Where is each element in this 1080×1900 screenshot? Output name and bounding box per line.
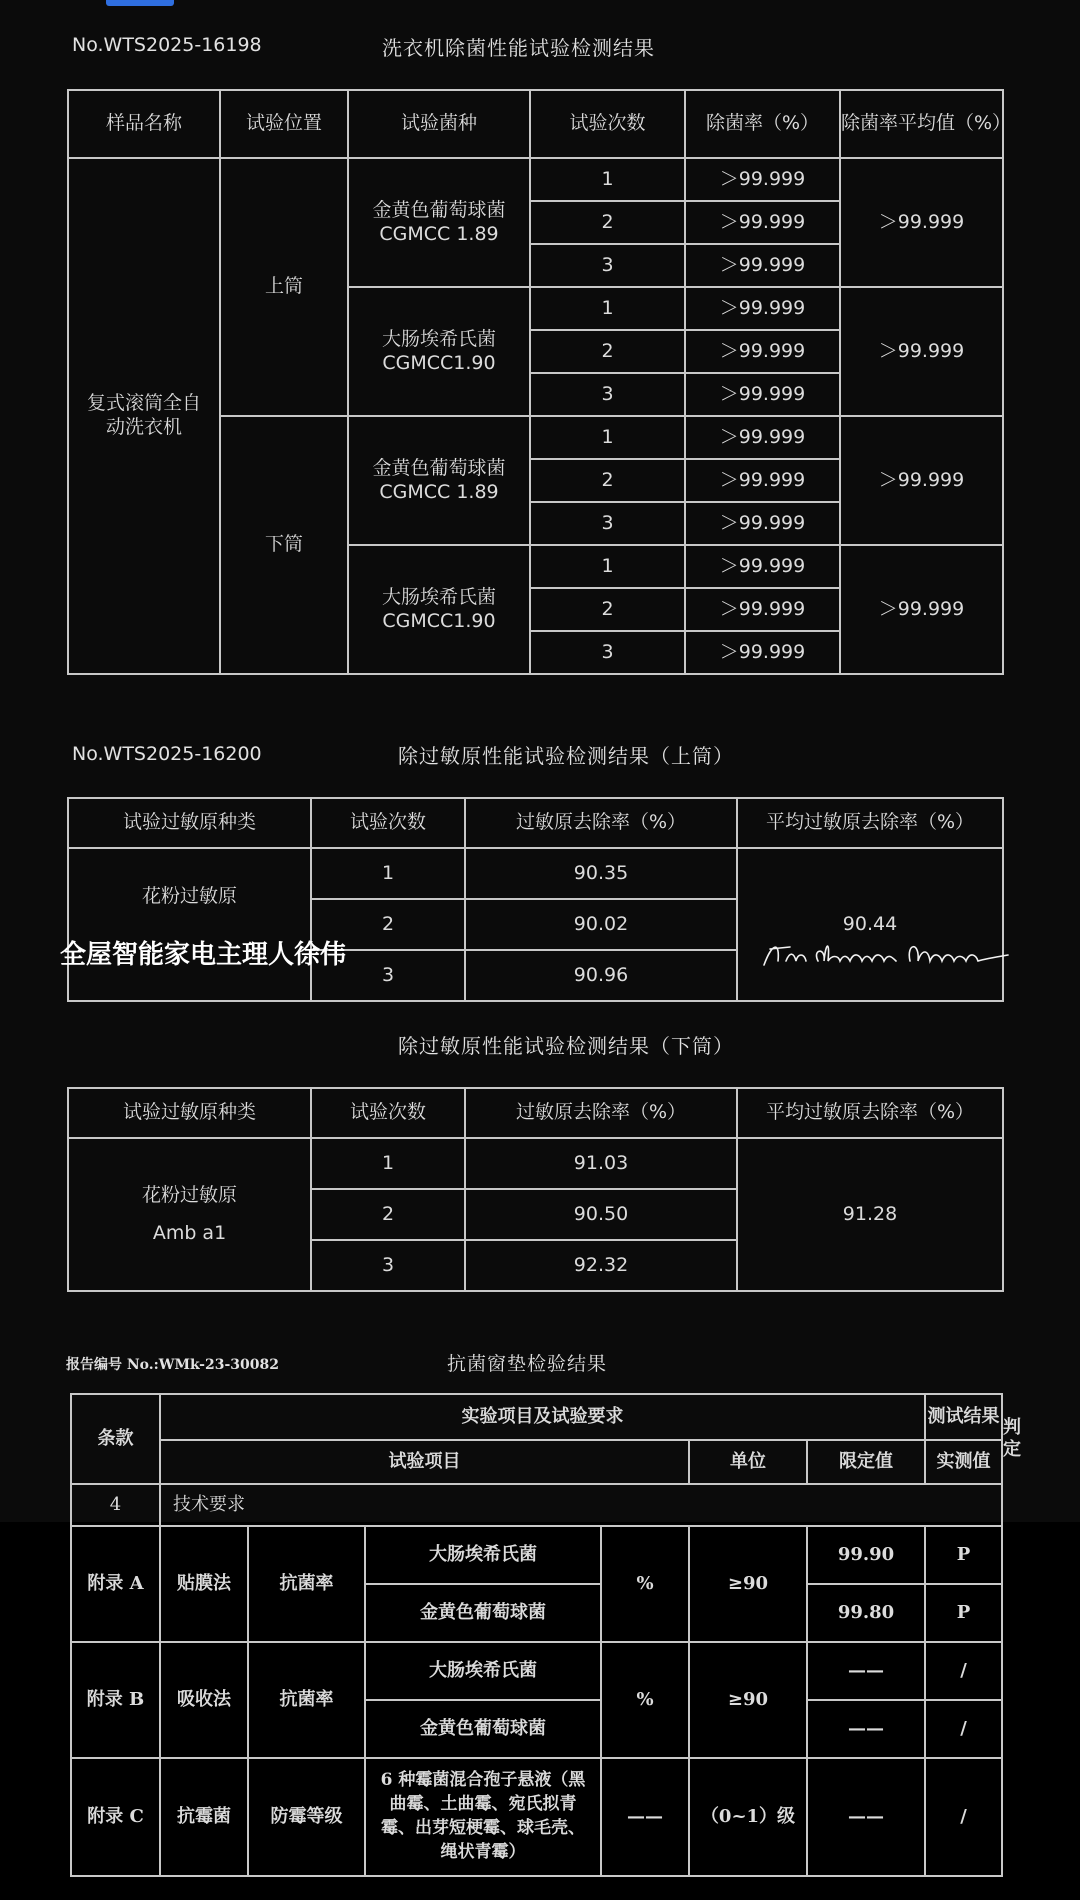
run-number: 1 xyxy=(530,416,685,459)
item-cell: 抗菌率 xyxy=(248,1526,365,1642)
header-cell: 试验菌种 xyxy=(348,90,530,158)
header-cell: 试验位置 xyxy=(220,90,348,158)
report-number-2: No.WTS2025-16200 xyxy=(72,743,262,765)
sterilization-table xyxy=(67,89,1012,675)
table-row xyxy=(68,848,1003,899)
allergen-name: 花粉过敏原 xyxy=(141,1183,237,1206)
report-title-3: 除过敏原性能试验检测结果（下筒） xyxy=(398,1034,734,1058)
rate-value: ＞99.999 xyxy=(685,545,840,588)
removal-rate: 90.50 xyxy=(465,1189,737,1240)
rate-value: ＞99.999 xyxy=(685,416,840,459)
table-header-row xyxy=(71,1440,1002,1484)
table-row xyxy=(71,1526,1002,1584)
strain-name: 金黄色葡萄球菌 xyxy=(372,198,506,221)
run-number: 1 xyxy=(530,287,685,330)
header-test-item: 试验项目 xyxy=(160,1440,689,1484)
run-number: 1 xyxy=(530,545,685,588)
strain-code: CGMCC1.90 xyxy=(382,351,496,374)
verdict-cell: / xyxy=(925,1642,1002,1700)
table-row xyxy=(71,1642,1002,1700)
rate-value: ＞99.999 xyxy=(685,330,840,373)
header-cell: 除菌率平均值（%） xyxy=(840,90,1003,158)
top-scroll-indicator xyxy=(106,0,174,6)
run-number: 3 xyxy=(311,950,465,1001)
position-upper: 上筒 xyxy=(220,158,348,416)
clause-number: 4 xyxy=(71,1484,160,1526)
rate-value: ＞99.999 xyxy=(685,631,840,674)
run-number: 1 xyxy=(311,848,465,899)
run-number: 3 xyxy=(530,502,685,545)
clause-cell: 附录 B xyxy=(71,1642,160,1758)
position-lower: 下筒 xyxy=(220,416,348,674)
rate-average: ＞99.999 xyxy=(840,287,1003,416)
header-unit: 单位 xyxy=(689,1440,807,1484)
strain-code: CGMCC1.90 xyxy=(382,609,496,632)
header-result: 测试结果 xyxy=(925,1394,1002,1440)
header-cell: 样品名称 xyxy=(68,90,220,158)
measured-value: —— xyxy=(807,1700,925,1758)
allergen-type xyxy=(68,848,311,1001)
table-row xyxy=(71,1758,1002,1876)
table-header-row xyxy=(68,1088,1003,1138)
header-cell: 试验过敏原种类 xyxy=(68,1088,311,1138)
verdict-cell: / xyxy=(925,1700,1002,1758)
removal-rate: 90.35 xyxy=(465,848,737,899)
signature-mark xyxy=(760,935,1010,975)
table-row xyxy=(68,158,1003,201)
header-cell: 平均过敏原去除率（%） xyxy=(737,1088,1003,1138)
run-number: 1 xyxy=(530,158,685,201)
table-row xyxy=(71,1484,1002,1526)
method-cell: 吸收法 xyxy=(160,1642,248,1758)
sample-name-text: 复式滚筒全自动洗衣机 xyxy=(86,392,201,438)
run-number: 1 xyxy=(311,1138,465,1189)
strain-cell: 大肠埃希氏菌 xyxy=(365,1642,601,1700)
run-number: 3 xyxy=(530,373,685,416)
strain-name: 大肠埃希氏菌 xyxy=(381,327,496,350)
strain-cell: 金黄色葡萄球菌 xyxy=(365,1700,601,1758)
rate-value: ＞99.999 xyxy=(685,287,840,330)
measured-value: 99.90 xyxy=(807,1526,925,1584)
removal-rate: 90.02 xyxy=(465,899,737,950)
run-number: 2 xyxy=(311,1189,465,1240)
item-cell: 抗菌率 xyxy=(248,1642,365,1758)
strain-name: 金黄色葡萄球菌 xyxy=(372,456,506,479)
item-cell: 防霉等级 xyxy=(248,1758,365,1876)
measured-value: 99.80 xyxy=(807,1584,925,1642)
strain-cell xyxy=(348,158,530,287)
table-row xyxy=(68,1138,1003,1189)
strain-code: CGMCC 1.89 xyxy=(379,480,499,503)
header-cell: 试验次数 xyxy=(311,798,465,848)
measured-value: —— xyxy=(807,1642,925,1700)
technical-requirements: 技术要求 xyxy=(160,1484,1002,1526)
removal-rate: 91.03 xyxy=(465,1138,737,1189)
strain-cell: 大肠埃希氏菌 xyxy=(365,1526,601,1584)
run-number: 3 xyxy=(530,244,685,287)
allergen-type xyxy=(68,1138,311,1291)
run-number: 2 xyxy=(530,459,685,502)
header-cell: 过敏原去除率（%） xyxy=(465,1088,737,1138)
watermark-caption: 全屋智能家电主理人徐伟 xyxy=(60,940,347,970)
rate-average: ＞99.999 xyxy=(840,416,1003,545)
report-title-2: 除过敏原性能试验检测结果（上筒） xyxy=(398,744,734,768)
rate-value: ＞99.999 xyxy=(685,459,840,502)
removal-average: 90.44 xyxy=(737,848,1003,1001)
header-items: 实验项目及试验要求 xyxy=(160,1394,925,1440)
run-number: 3 xyxy=(311,1240,465,1291)
allergen-code: Amb a1 xyxy=(152,1221,227,1244)
header-cell: 过敏原去除率（%） xyxy=(465,798,737,848)
strain-code: CGMCC 1.89 xyxy=(379,222,499,245)
rate-average: ＞99.999 xyxy=(840,158,1003,287)
allergen-table-lower xyxy=(67,1087,1004,1292)
strain-cell: 金黄色葡萄球菌 xyxy=(365,1584,601,1642)
header-cell: 试验过敏原种类 xyxy=(68,798,311,848)
run-number: 2 xyxy=(311,899,465,950)
mold-description xyxy=(365,1758,601,1876)
verdict-cell: P xyxy=(925,1526,1002,1584)
rate-value: ＞99.999 xyxy=(685,588,840,631)
header-measured: 实测值 xyxy=(925,1440,1002,1484)
rate-value: ＞99.999 xyxy=(685,244,840,287)
removal-average: 91.28 xyxy=(737,1138,1003,1291)
unit-cell: % xyxy=(601,1526,689,1642)
rate-average: ＞99.999 xyxy=(840,545,1003,674)
verdict-cell: P xyxy=(925,1584,1002,1642)
header-cell: 试验次数 xyxy=(311,1088,465,1138)
method-cell: 贴膜法 xyxy=(160,1526,248,1642)
limit-cell: ≥90 xyxy=(689,1526,807,1642)
rate-value: ＞99.999 xyxy=(685,201,840,244)
limit-cell: ≥90 xyxy=(689,1642,807,1758)
table-header-row: 条款 实验项目及试验要求 测试结果 判定 xyxy=(71,1394,1002,1440)
strain-cell xyxy=(348,287,530,416)
rate-value: ＞99.999 xyxy=(685,158,840,201)
table-header-row xyxy=(68,90,1003,158)
measured-value: —— xyxy=(807,1758,925,1876)
header-cell: 试验次数 xyxy=(530,90,685,158)
header-limit: 限定值 xyxy=(807,1440,925,1484)
method-cell: 抗霉菌 xyxy=(160,1758,248,1876)
header-cell: 平均过敏原去除率（%） xyxy=(737,798,1003,848)
run-number: 2 xyxy=(530,330,685,373)
clause-cell: 附录 A xyxy=(71,1526,160,1642)
run-number: 2 xyxy=(530,588,685,631)
run-number: 3 xyxy=(530,631,685,674)
table-header-row xyxy=(68,798,1003,848)
mold-description-text: 6 种霉菌混合孢子悬液（黑曲霉、土曲霉、宛氏拟青霉、出芽短梗霉、球毛壳、绳状青霉） xyxy=(380,1770,586,1862)
run-number: 2 xyxy=(530,201,685,244)
report-number-1: No.WTS2025-16198 xyxy=(72,34,262,56)
strain-cell xyxy=(348,416,530,545)
antibacterial-mat-table xyxy=(70,1393,1022,1877)
report-title-1: 洗衣机除菌性能试验检测结果 xyxy=(382,36,655,60)
report-title-4: 抗菌窗垫检验结果 xyxy=(447,1353,608,1375)
allergen-name: 花粉过敏原 xyxy=(141,885,237,907)
clause-cell: 附录 C xyxy=(71,1758,160,1876)
removal-rate: 92.32 xyxy=(465,1240,737,1291)
strain-name: 大肠埃希氏菌 xyxy=(381,585,496,608)
rate-value: ＞99.999 xyxy=(685,373,840,416)
sample-name xyxy=(68,158,220,674)
rate-value: ＞99.999 xyxy=(685,502,840,545)
header-clause: 条款 xyxy=(71,1394,160,1484)
limit-cell: （0~1）级 xyxy=(689,1758,807,1876)
report-number-4: 报告编号 No.:WMk-23-30082 xyxy=(66,1357,279,1373)
strain-cell xyxy=(348,545,530,674)
header-cell: 除菌率（%） xyxy=(685,90,840,158)
unit-cell: % xyxy=(601,1642,689,1758)
verdict-cell: / xyxy=(925,1758,1002,1876)
unit-cell: —— xyxy=(601,1758,689,1876)
removal-rate: 90.96 xyxy=(465,950,737,1001)
